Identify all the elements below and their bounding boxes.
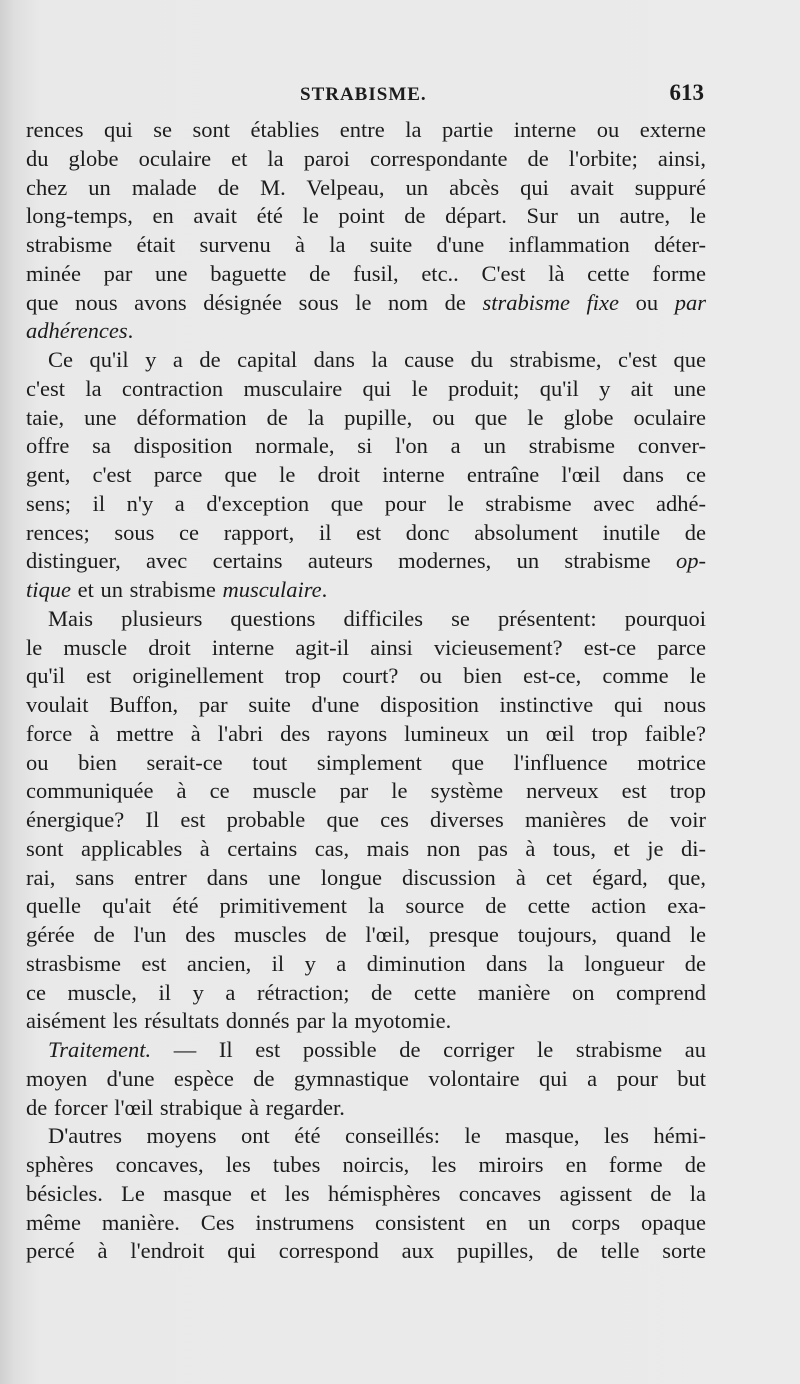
text-run: percé à l'endroit qui correspond aux pupilles, de telle sorte: [26, 1238, 706, 1264]
text-run: qu'il est originellement trop court? ou bien est-ce, comme le: [26, 663, 706, 689]
italic-text: par: [674, 289, 706, 315]
text-run: bésicles. Le masque et les hémisphères concaves agissent de la: [26, 1180, 706, 1206]
text-line: [26, 260, 706, 289]
text-run: D'autres moyens ont été conseillés: le masque, les hémi-: [48, 1123, 706, 1149]
text-line: [26, 375, 706, 404]
text-run: voulait Buffon, par suite d'une disposition instinctive qui nous: [26, 692, 706, 717]
text-run: rences qui se sont établies entre la partie interne ou externe: [26, 117, 706, 142]
text-line: [26, 317, 706, 346]
text-line: [26, 1237, 706, 1266]
text-line: [26, 231, 706, 260]
text-line: [26, 749, 706, 778]
text-run: strabisme était survenu à la suite d'une inflammation déter-: [26, 232, 706, 257]
text-line: [26, 835, 706, 864]
text-line: [26, 145, 706, 174]
text-run: quelle qu'ait été primitivement la source de cette action exa-: [26, 893, 706, 919]
text-run: du globe oculaire et la paroi correspondante de l'orbite; ainsi,: [26, 145, 706, 171]
italic-text: op-: [676, 548, 706, 574]
text-run: .: [321, 577, 328, 602]
text-run: force à mettre à l'abri des rayons lumineux un œil trop faible?: [26, 720, 706, 746]
text-line: [26, 404, 706, 433]
text-line: [26, 1065, 706, 1094]
text-run: que nous avons désignée sous le nom de: [26, 289, 483, 315]
text-run: distinguer, avec certains auteurs modernes, un strabisme: [26, 548, 676, 574]
text-run: moyen d'une espèce de gymnastique volontaire qui a pour but: [26, 1065, 706, 1091]
page-header: [26, 80, 706, 116]
text-run: Ce qu'il y a de capital dans la cause du strabisme, c'est que: [48, 347, 706, 372]
italic-text: strabisme fixe: [482, 289, 620, 315]
text-line: [26, 289, 706, 318]
text-run: strasbisme est ancien, il y a diminution dans la longueur de: [26, 950, 706, 976]
italic-text: adhérences: [26, 318, 128, 344]
text-run: rences; sous ce rapport, il est donc absolument inutile de: [26, 519, 706, 545]
text-run: le muscle droit interne agit-il ainsi vicieusement? est-ce parce: [26, 634, 706, 660]
text-run: sens; il n'y a d'exception que pour le strabisme avec adhé-: [26, 490, 706, 516]
text-run: taie, une déformation de la pupille, ou que le globe oculaire: [26, 404, 706, 430]
text-run: communiquée à ce muscle par le système nerveux est trop: [26, 778, 706, 804]
text-run: ou bien serait-ce tout simplement que l'influence motrice: [26, 749, 706, 775]
text-run: .: [127, 318, 134, 344]
text-line: [26, 1094, 706, 1123]
text-line: [26, 576, 706, 605]
text-run: c'est la contraction musculaire qui le produit; qu'il y ait une: [26, 375, 706, 401]
text-run: sont applicables à certains cas, mais non pas à tous, et je di-: [26, 835, 706, 861]
text-line: [26, 116, 706, 145]
text-run: — Il est possible de corriger le strabisme au: [151, 1037, 706, 1062]
text-line: [26, 174, 706, 203]
body-text: [26, 116, 706, 1266]
text-line: [26, 806, 706, 835]
text-run: gérée de l'un des muscles de l'œil, presque toujours, quand le: [26, 922, 706, 947]
text-run: Mais plusieurs questions difficiles se présentent: pourquoi: [48, 605, 706, 631]
page-number: 613: [669, 80, 704, 105]
running-title: STRABISME.: [300, 84, 427, 105]
text-run: énergique? Il est probable que ces diverses manières de voir: [26, 807, 706, 832]
text-line: [26, 547, 706, 576]
text-line: [26, 346, 706, 375]
text-line: [26, 519, 706, 548]
text-line: [26, 1122, 706, 1151]
text-run: ou: [619, 289, 675, 315]
text-run: et un strabisme: [71, 577, 223, 602]
italic-text: Traitement.: [48, 1037, 152, 1062]
text-run: ce muscle, il y a rétraction; de cette manière on comprend: [26, 979, 706, 1005]
text-line: [26, 202, 706, 231]
text-line: [26, 662, 706, 691]
text-run: gent, c'est parce que le droit interne entraîne l'œil dans ce: [26, 462, 706, 487]
text-line: [26, 605, 706, 634]
text-run: chez un malade de M. Velpeau, un abcès qui avait suppuré: [26, 174, 706, 200]
text-run: même manière. Ces instrumens consistent en un corps opaque: [26, 1209, 706, 1235]
text-line: [26, 490, 706, 519]
text-line: [26, 979, 706, 1008]
italic-text: musculaire: [222, 577, 322, 602]
text-line: [26, 864, 706, 893]
text-run: aisément les résultats donnés par la myotomie.: [26, 1008, 452, 1034]
text-line: [26, 1180, 706, 1209]
text-run: rai, sans entrer dans une longue discussion à cet égard, que,: [26, 864, 706, 890]
text-line: [26, 777, 706, 806]
text-line: [26, 1209, 706, 1238]
text-line: [26, 461, 706, 490]
text-line: [26, 691, 706, 720]
text-line: [26, 1036, 706, 1065]
text-line: [26, 892, 706, 921]
text-line: [26, 1151, 706, 1180]
italic-text: tique: [26, 577, 71, 602]
text-run: long-temps, en avait été le point de départ. Sur un autre, le: [26, 203, 706, 229]
text-run: sphères concaves, les tubes noircis, les miroirs en forme de: [26, 1152, 706, 1177]
text-line: [26, 720, 706, 749]
text-run: offre sa disposition normale, si l'on a un strabisme conver-: [26, 433, 706, 459]
text-line: [26, 634, 706, 663]
text-line: [26, 921, 706, 950]
text-line: [26, 432, 706, 461]
text-line: [26, 950, 706, 979]
text-line: [26, 1007, 706, 1036]
text-run: minée par une baguette de fusil, etc.. C'est là cette forme: [26, 260, 706, 286]
text-run: de forcer l'œil strabique à regarder.: [26, 1094, 345, 1120]
